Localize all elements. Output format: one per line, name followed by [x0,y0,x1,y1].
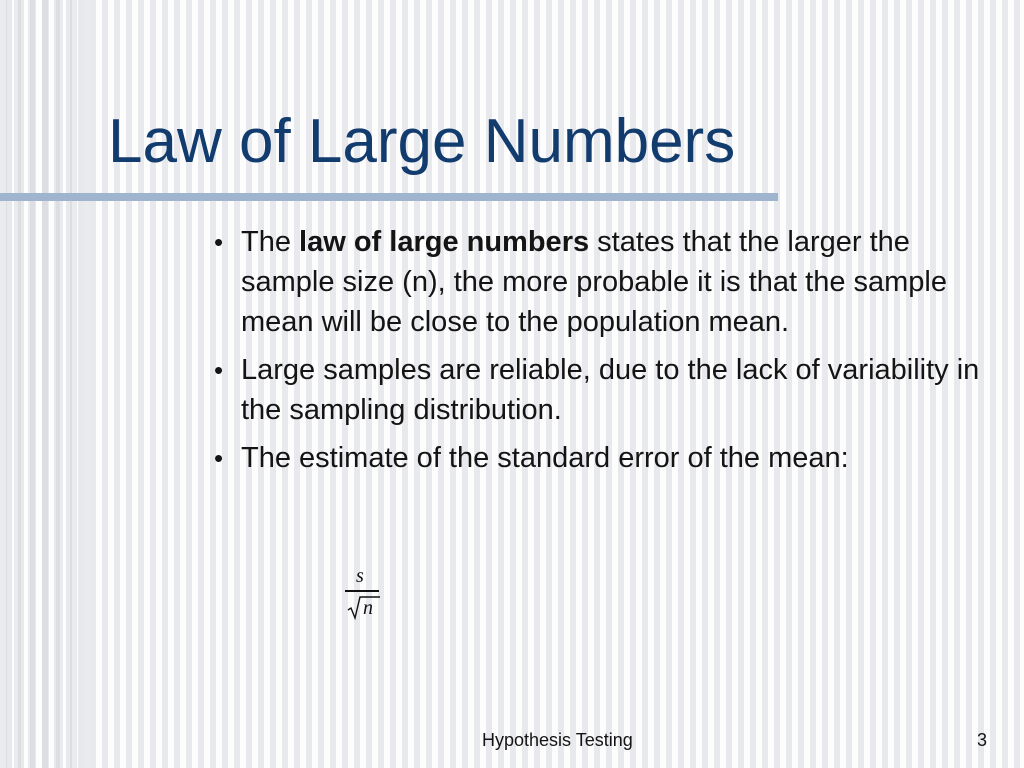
footer-label: Hypothesis Testing [482,730,633,750]
bullet-item-large-samples [214,350,984,430]
bullet-text-bold-term: law of large numbers [299,226,590,258]
slide-title: Law of Large Numbers [108,107,736,176]
formula-denominator-variable: n [363,597,373,619]
title-underline [0,193,778,201]
formula-numerator: s [356,565,364,587]
page-number: 3 [977,730,988,750]
bullet-item-standard-error [214,438,984,478]
formula-fraction-bar [345,590,379,592]
bullet-dot: • [214,227,224,257]
bullet-text-suffix: states that the larger the sample size (n), the more probable it is that the sample mean will be close to the population mean. [241,226,947,338]
formula-denominator [342,593,382,623]
bullet-item-law-definition [214,222,984,342]
bullet-list [214,222,984,486]
bullet-text-prefix: The [241,226,300,258]
square-root-icon [342,593,382,623]
bullet-dot: • [214,443,224,473]
standard-error-formula [342,565,382,625]
bullet-dot: • [214,355,224,385]
bullet-text: Large samples are reliable, due to the lack of variability in the sampling distribution. [241,354,980,426]
bullet-text: The estimate of the standard error of the mean: [241,442,849,474]
background-stripes [0,0,90,768]
